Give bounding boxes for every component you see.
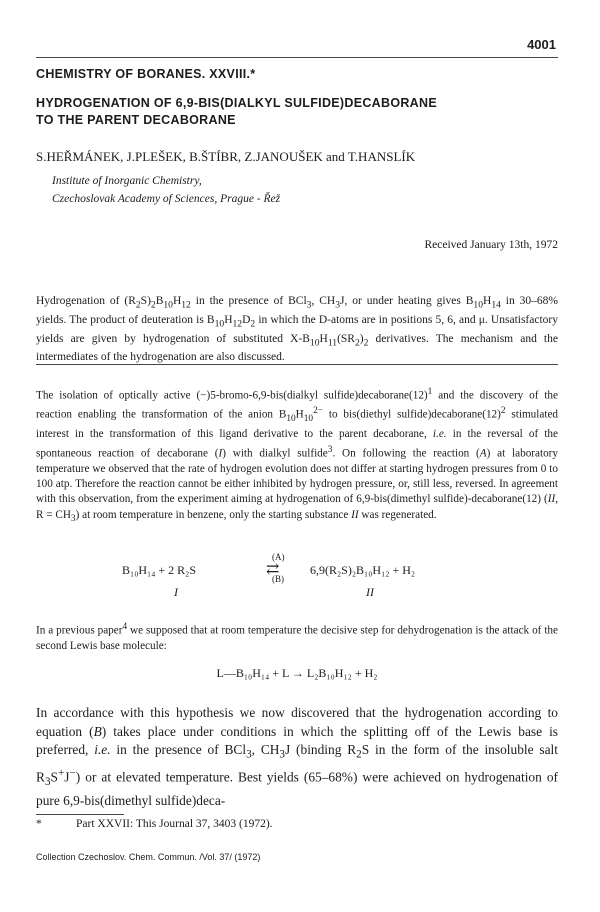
equilibrium-arrow: ⇄	[266, 561, 280, 578]
reference-mark: 3	[327, 444, 333, 455]
abstract: Hydrogenation of $(R_2S)_2B_{10}H_{12}$ in the presence of BCl$_3$, $CH_3J$, or under heating gives $B_{10}H_{14}$ in 30–68% yields. The product of deuteration is $B_{10}H_{12}D_2$ in which the D-atoms are in positions 5, 6, and μ. Unsatisfactory yields are given by hydrogenation of substituted $X-B_{10}H_{11}(SR_2)_2$ derivatives. The mechanism and the intermediates of the hydrogenation are also discussed.	[36, 295, 558, 364]
page-number: 4001	[527, 37, 556, 52]
affiliation	[52, 172, 552, 208]
affiliation-line-2: Czechoslovak Academy of Sciences, Prague - Řež	[52, 193, 281, 205]
article-title-line-1: HYDROGENATION OF 6,9-BIS(DIALKYL SULFIDE)DECABORANE	[36, 96, 437, 110]
series-title: CHEMISTRY OF BORANES. XXVIII.*	[36, 67, 256, 81]
author-name: T.HANSLÍK	[347, 149, 416, 164]
author-name: S.HEŘMÁNEK	[36, 149, 121, 164]
title-block	[36, 66, 558, 129]
author-name: J.PLEŠEK	[126, 149, 183, 164]
footnote-marker: *	[36, 818, 42, 830]
compound-label-ii: II	[366, 585, 374, 599]
footnote-text: Part XXVII: This Journal 37, 3403 (1972).	[76, 818, 273, 830]
equation-rhs: 6,9(R₂S)₂B₁₀H₁₂ + H₂	[310, 563, 416, 577]
equation-label-a: (A)	[272, 552, 285, 562]
author-name: Z.JANOUŠEK	[244, 149, 323, 164]
reference-mark: 4	[122, 622, 128, 632]
reaction-equation	[36, 553, 558, 599]
journal-citation: Collection Czechoslov. Chem. Commun. /Vol. 37/ (1972)	[36, 852, 261, 862]
header-rule	[36, 57, 558, 58]
reference-mark: 2	[500, 406, 506, 417]
reference-mark: 1	[427, 387, 433, 397]
lewis-base-equation: L—B₁₀H₁₄ + L → L₂B₁₀H₁₂ + H₂	[216, 666, 378, 680]
footnote	[36, 818, 558, 830]
article-title-line-2: TO THE PARENT DECABORANE	[36, 113, 236, 127]
author-list: S.HEŘMÁNEK, J.PLEŠEK, B.ŠTÍBR, Z.JANOUŠEK and T.HANSLÍK	[36, 149, 416, 164]
equation-label-b: (B)	[272, 574, 284, 584]
compound-label-i: I	[174, 585, 178, 599]
abstract-rule	[36, 364, 558, 365]
author-conjunction: and	[326, 149, 345, 164]
received-date: Received January 13th, 1972	[424, 239, 558, 251]
affiliation-line-1: Institute of Inorganic Chemistry,	[52, 175, 202, 187]
intro-paragraph: The isolation of optically active (−)5-bromo-6,9-bis(dialkyl $sulfide)decaborane(12)^1$ and the discovery of the reaction enabling the transformation of the anion $B_{10}H_{10}^{2-}$ to bis(diethyl $sulfide)decaborane(12)^2$ stimulated interest in the transformation of this ligand derivative to the parent decaborane, i.e. in the reversal of the spontaneous reaction of decaborane (I) with dialkyl sulfide$^3$. On following the reaction (A) at laboratory temperature we observed that the rate of hydrogen evolution does not differ at starting hydrogen pressures from 0 to 100 atp. Therefore the reaction cannot be either inhibited by hydrogen pressure, or, still less, reversed. In agreement with this observation, from the experiment aiming at hydrogenation of 6,9-bis(dimethyl sulfide)-decaborane(12) (II, $R = CH_3$) at room temperature in benzene, only the starting substance II was regenerated.	[36, 387, 559, 524]
author-name: B.ŠTÍBR	[189, 149, 238, 164]
paragraph-hypothesis: In accordance with this hypothesis we now discovered that the hydrogenation according to equation (B) takes place under conditions in which the splitting off of the Lewis base is preferred, i.e. in the presence of BCl$_3$, $CH_3J$ (binding $R_2S$ in the form of the insoluble salt $R_3S^+J^-$) or at elevated temperature. Best yields (65–68%) were achieved on hydrogenation of pure 6,9-bis(dimethyl sulfide)deca-	[36, 705, 558, 809]
footnote-rule	[36, 814, 124, 815]
paragraph-previous-paper: In a previous paper$^4$ we supposed that at room temperature the decisive step for dehydrogenation is the attack of the second Lewis base molecule:	[36, 622, 558, 653]
equation-lhs: B₁₀H₁₄ + 2 R₂S	[122, 563, 197, 577]
